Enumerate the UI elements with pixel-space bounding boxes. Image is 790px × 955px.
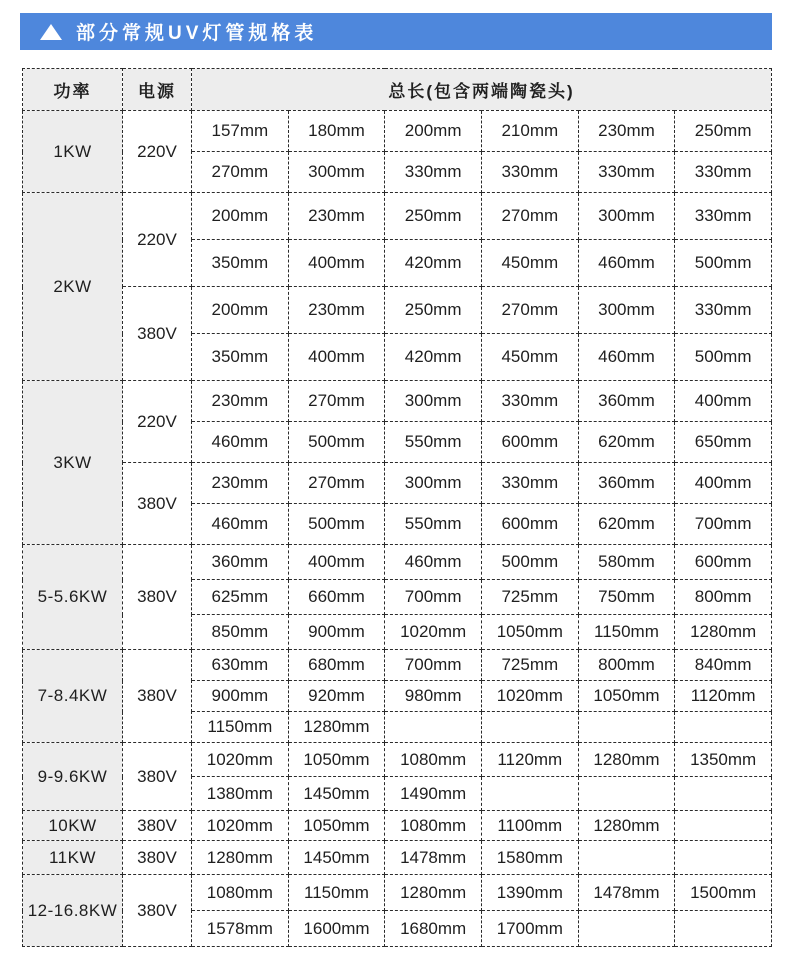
- length-cell: 1080mm: [385, 811, 482, 841]
- empty-cell: [481, 712, 578, 743]
- voltage-cell: 220V: [123, 111, 192, 193]
- length-cell: 330mm: [481, 381, 578, 422]
- length-cell: 920mm: [288, 681, 385, 712]
- length-cell: 200mm: [385, 111, 482, 152]
- length-cell: 800mm: [578, 650, 675, 681]
- title-banner: [20, 13, 772, 50]
- length-cell: 1700mm: [481, 911, 578, 947]
- table-row: [23, 875, 772, 911]
- length-cell: 1680mm: [385, 911, 482, 947]
- length-cell: 1150mm: [578, 615, 675, 650]
- length-cell: 1478mm: [578, 875, 675, 911]
- length-cell: 270mm: [288, 463, 385, 504]
- length-cell: 620mm: [578, 422, 675, 463]
- empty-cell: [675, 911, 772, 947]
- length-cell: 230mm: [288, 193, 385, 240]
- length-cell: 1050mm: [288, 811, 385, 841]
- length-cell: 1280mm: [578, 743, 675, 777]
- length-cell: 1020mm: [385, 615, 482, 650]
- table-row: [23, 743, 772, 777]
- voltage-cell: 380V: [123, 545, 192, 650]
- length-cell: 1600mm: [288, 911, 385, 947]
- length-cell: 250mm: [675, 111, 772, 152]
- voltage-cell: 380V: [123, 287, 192, 381]
- length-cell: 900mm: [288, 615, 385, 650]
- length-cell: 1390mm: [481, 875, 578, 911]
- power-cell: 7-8.4KW: [23, 650, 123, 743]
- length-cell: 450mm: [481, 240, 578, 287]
- length-cell: 980mm: [385, 681, 482, 712]
- table-row: [23, 811, 772, 841]
- length-cell: 400mm: [288, 334, 385, 381]
- length-cell: 900mm: [192, 681, 289, 712]
- length-cell: 1478mm: [385, 841, 482, 875]
- voltage-cell: 380V: [123, 463, 192, 545]
- length-cell: 460mm: [578, 334, 675, 381]
- length-cell: 400mm: [675, 463, 772, 504]
- voltage-cell: 380V: [123, 650, 192, 743]
- table-row: [23, 650, 772, 681]
- length-cell: 1020mm: [192, 811, 289, 841]
- length-cell: 330mm: [675, 287, 772, 334]
- empty-cell: [578, 712, 675, 743]
- length-cell: 1050mm: [578, 681, 675, 712]
- length-cell: 1580mm: [481, 841, 578, 875]
- length-cell: 680mm: [288, 650, 385, 681]
- length-cell: 400mm: [675, 381, 772, 422]
- length-cell: 300mm: [385, 381, 482, 422]
- length-cell: 550mm: [385, 422, 482, 463]
- length-cell: 330mm: [481, 152, 578, 193]
- length-cell: 500mm: [675, 334, 772, 381]
- table-row: [23, 193, 772, 240]
- length-cell: 1150mm: [288, 875, 385, 911]
- length-cell: 270mm: [288, 381, 385, 422]
- length-cell: 625mm: [192, 580, 289, 615]
- length-cell: 1120mm: [675, 681, 772, 712]
- length-cell: 500mm: [288, 422, 385, 463]
- length-cell: 1500mm: [675, 875, 772, 911]
- length-cell: 750mm: [578, 580, 675, 615]
- length-cell: 600mm: [675, 545, 772, 580]
- length-cell: 1120mm: [481, 743, 578, 777]
- length-cell: 840mm: [675, 650, 772, 681]
- length-cell: 550mm: [385, 504, 482, 545]
- length-cell: 230mm: [288, 287, 385, 334]
- empty-cell: [578, 911, 675, 947]
- length-cell: 200mm: [192, 193, 289, 240]
- length-cell: 1450mm: [288, 841, 385, 875]
- table-row: [23, 841, 772, 875]
- power-cell: 2KW: [23, 193, 123, 381]
- length-cell: 1450mm: [288, 777, 385, 811]
- length-cell: 1050mm: [288, 743, 385, 777]
- length-cell: 1350mm: [675, 743, 772, 777]
- power-cell: 11KW: [23, 841, 123, 875]
- power-cell: 3KW: [23, 381, 123, 545]
- length-cell: 1280mm: [192, 841, 289, 875]
- empty-cell: [385, 712, 482, 743]
- length-cell: 1080mm: [192, 875, 289, 911]
- length-cell: 420mm: [385, 334, 482, 381]
- length-cell: 850mm: [192, 615, 289, 650]
- triangle-up-icon: [40, 24, 62, 40]
- voltage-cell: 220V: [123, 193, 192, 287]
- spec-table: [22, 68, 772, 947]
- length-cell: 600mm: [481, 422, 578, 463]
- length-cell: 330mm: [675, 193, 772, 240]
- length-cell: 300mm: [578, 287, 675, 334]
- length-cell: 200mm: [192, 287, 289, 334]
- empty-cell: [578, 841, 675, 875]
- voltage-cell: 380V: [123, 875, 192, 947]
- empty-cell: [578, 777, 675, 811]
- table-row: [23, 545, 772, 580]
- length-cell: 300mm: [578, 193, 675, 240]
- empty-cell: [675, 712, 772, 743]
- length-cell: 1100mm: [481, 811, 578, 841]
- length-cell: 725mm: [481, 580, 578, 615]
- header-power: 功率: [23, 69, 123, 111]
- length-cell: 1490mm: [385, 777, 482, 811]
- length-cell: 450mm: [481, 334, 578, 381]
- power-cell: 1KW: [23, 111, 123, 193]
- length-cell: 1020mm: [481, 681, 578, 712]
- voltage-cell: 380V: [123, 841, 192, 875]
- length-cell: 360mm: [192, 545, 289, 580]
- length-cell: 270mm: [192, 152, 289, 193]
- length-cell: 650mm: [675, 422, 772, 463]
- length-cell: 660mm: [288, 580, 385, 615]
- length-cell: 1280mm: [578, 811, 675, 841]
- voltage-cell: 380V: [123, 811, 192, 841]
- length-cell: 230mm: [192, 381, 289, 422]
- length-cell: 270mm: [481, 193, 578, 240]
- length-cell: 800mm: [675, 580, 772, 615]
- length-cell: 330mm: [675, 152, 772, 193]
- length-cell: 700mm: [385, 650, 482, 681]
- power-cell: 12-16.8KW: [23, 875, 123, 947]
- length-cell: 157mm: [192, 111, 289, 152]
- length-cell: 400mm: [288, 240, 385, 287]
- length-cell: 270mm: [481, 287, 578, 334]
- length-cell: 300mm: [385, 463, 482, 504]
- length-cell: 700mm: [385, 580, 482, 615]
- length-cell: 500mm: [675, 240, 772, 287]
- length-cell: 230mm: [192, 463, 289, 504]
- power-cell: 5-5.6KW: [23, 545, 123, 650]
- length-cell: 460mm: [385, 545, 482, 580]
- length-cell: 460mm: [192, 504, 289, 545]
- page-title: 部分常规UV灯管规格表: [76, 23, 318, 44]
- length-cell: 230mm: [578, 111, 675, 152]
- length-cell: 1380mm: [192, 777, 289, 811]
- length-cell: 250mm: [385, 287, 482, 334]
- length-cell: 300mm: [288, 152, 385, 193]
- length-cell: 700mm: [675, 504, 772, 545]
- length-cell: 725mm: [481, 650, 578, 681]
- table-row: [23, 111, 772, 152]
- length-cell: 350mm: [192, 240, 289, 287]
- length-cell: 1280mm: [385, 875, 482, 911]
- length-cell: 360mm: [578, 381, 675, 422]
- length-cell: 180mm: [288, 111, 385, 152]
- length-cell: 1150mm: [192, 712, 289, 743]
- length-cell: 350mm: [192, 334, 289, 381]
- length-cell: 400mm: [288, 545, 385, 580]
- header-supply: 电源: [123, 69, 192, 111]
- length-cell: 420mm: [385, 240, 482, 287]
- length-cell: 600mm: [481, 504, 578, 545]
- power-cell: 10KW: [23, 811, 123, 841]
- empty-cell: [675, 841, 772, 875]
- empty-cell: [675, 777, 772, 811]
- power-cell: 9-9.6KW: [23, 743, 123, 811]
- length-cell: 1050mm: [481, 615, 578, 650]
- length-cell: 460mm: [578, 240, 675, 287]
- empty-cell: [481, 777, 578, 811]
- length-cell: 580mm: [578, 545, 675, 580]
- length-cell: 1578mm: [192, 911, 289, 947]
- length-cell: 1280mm: [288, 712, 385, 743]
- length-cell: 1280mm: [675, 615, 772, 650]
- table-row: [23, 287, 772, 334]
- length-cell: 250mm: [385, 193, 482, 240]
- length-cell: 500mm: [481, 545, 578, 580]
- length-cell: 330mm: [578, 152, 675, 193]
- table-row: [23, 463, 772, 504]
- length-cell: 460mm: [192, 422, 289, 463]
- length-cell: 330mm: [481, 463, 578, 504]
- length-cell: 630mm: [192, 650, 289, 681]
- length-cell: 360mm: [578, 463, 675, 504]
- length-cell: 620mm: [578, 504, 675, 545]
- voltage-cell: 380V: [123, 743, 192, 811]
- length-cell: 210mm: [481, 111, 578, 152]
- length-cell: 1080mm: [385, 743, 482, 777]
- empty-cell: [675, 811, 772, 841]
- voltage-cell: 220V: [123, 381, 192, 463]
- header-length: 总长(包含两端陶瓷头): [192, 69, 772, 111]
- table-row: [23, 381, 772, 422]
- length-cell: 330mm: [385, 152, 482, 193]
- length-cell: 1020mm: [192, 743, 289, 777]
- length-cell: 500mm: [288, 504, 385, 545]
- header-row: [23, 69, 772, 111]
